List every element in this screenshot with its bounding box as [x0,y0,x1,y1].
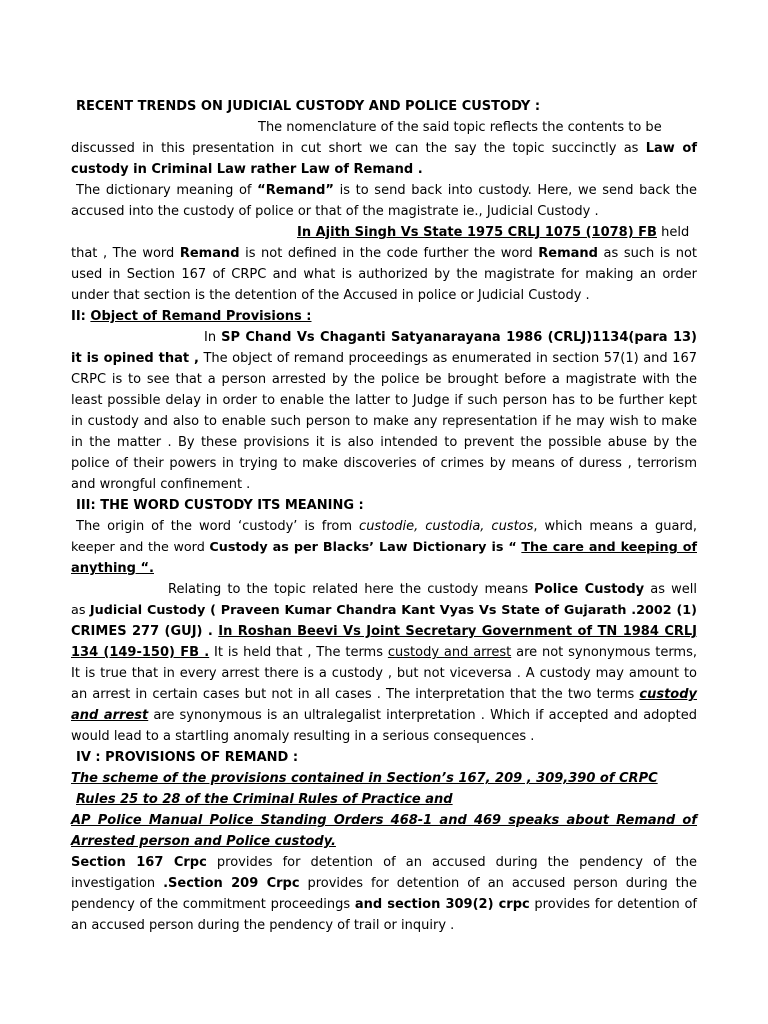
ajith-case-citation: In Ajith Singh Vs State 1975 CRLJ 1075 (1078) FB [297,225,657,240]
intro-line-2: discussed in this presentation in cut short we can the say the topic succinctly as Law of [71,141,697,156]
section-4-line-7: pendency of the commitment proceedings and section 309(2) crpc provides for detention of [71,897,697,912]
section-3-line-3: anything “. [71,561,154,576]
section-3-line-5: as Judicial Custody ( Praveen Kumar Chandra Kant Vyas Vs State of Gujarath .2002 (1) [71,603,697,618]
section-2-line-8: and wrongful confinement . [71,477,251,492]
section-3-line-8: It is true that in every arrest there is a custody , but not viceversa . A custody may amount to [71,666,697,681]
section-2-heading: II: Object of Remand Provisions : [71,309,312,324]
section-4-heading: IV : PROVISIONS OF REMAND : [76,750,299,765]
section-3-line-11: would lead to a startling anomaly resulting in a serious consequences . [71,729,535,744]
section-3-line-7: 134 (149-150) FB . It is held that , The terms custody and arrest are not synonymous terms, [71,645,697,660]
section-2-line-3: CRPC is to see that a person arrested by the police be brought before a magistrate with the [71,372,697,387]
section-2-line-4: least possible delay in order to enable the latter to Judge if such person has to be further kept [71,393,697,408]
section-3-line-9: an arrest in certain cases but not in all cases . The interpretation that the two terms custody [71,687,697,702]
section-4-line-4: Arrested person and Police custody. [71,834,336,849]
section-3-line-10: and arrest are synonymous is an ultralegalist interpretation . Which if accepted and adopted [71,708,697,723]
section-2-line-7: police of their powers in trying to make discoveries of crimes by means of duress , terrorism [71,456,697,471]
section-3-heading: III: THE WORD CUSTODY ITS MEANING : [76,498,364,513]
ajith-line-2: that , The word Remand is not defined in the code further the word Remand as such is not [71,246,697,261]
section-2-line-5: in custody and also to enable such person to make any representation if he may wish to make [71,414,697,429]
section-4-line-6: investigation .Section 209 Crpc provides for detention of an accused person during the [71,876,697,891]
section-4-line-8: an accused person during the pendency of trail or inquiry . [71,918,455,933]
section-3-line-1: The origin of the word ‘custody’ is from custodie, custodia, custos, which means a guard, [76,519,697,534]
section-2-line-6: in the matter . By these provisions it is also intended to prevent the possible abuse by the [71,435,697,450]
ajith-line-1: In Ajith Singh Vs State 1975 CRLJ 1075 (1078) FB held [297,225,690,240]
section-4-line-5: Section 167 Crpc provides for detention of an accused during the pendency of the [71,855,697,870]
section-4-line-3: AP Police Manual Police Standing Orders 468-1 and 469 speaks about Remand of [71,813,697,828]
section-4-line-2: Rules 25 to 28 of the Criminal Rules of Practice and [76,792,453,807]
section-3-line-2: keeper and the word Custody as per Blacks’ Law Dictionary is “ The care and keeping of [71,540,697,555]
document-title: RECENT TRENDS ON JUDICIAL CUSTODY AND POLICE CUSTODY : [76,99,541,114]
section-2-line-1: In SP Chand Vs Chaganti Satyanarayana 1986 (CRLJ)1134(para 13) [204,330,697,345]
intro-line-3: custody in Criminal Law rather Law of Remand . [71,162,423,177]
ajith-line-3: used in Section 167 of CRPC and what is authorized by the magistrate for making an order [71,267,697,282]
intro-line-1: The nomenclature of the said topic reflects the contents to be [258,120,662,135]
dictionary-line-2: accused into the custody of police or that of the magistrate ie., Judicial Custody . [71,204,599,219]
section-3-line-6: CRIMES 277 (GUJ) . In Roshan Beevi Vs Joint Secretary Government of TN 1984 CRLJ [71,624,697,639]
section-2-line-2: it is opined that , The object of remand proceedings as enumerated in section 57(1) and 167 [71,351,697,366]
ajith-line-4: under that section is the detention of the Accused in police or Judicial Custody . [71,288,590,303]
section-4-line-1: The scheme of the provisions contained in Section’s 167, 209 , 309,390 of CRPC [71,771,658,786]
section-3-line-4: Relating to the topic related here the custody means Police Custody as well [168,582,697,597]
dictionary-line-1: The dictionary meaning of “Remand” is to send back into custody. Here, we send back the [76,183,697,198]
